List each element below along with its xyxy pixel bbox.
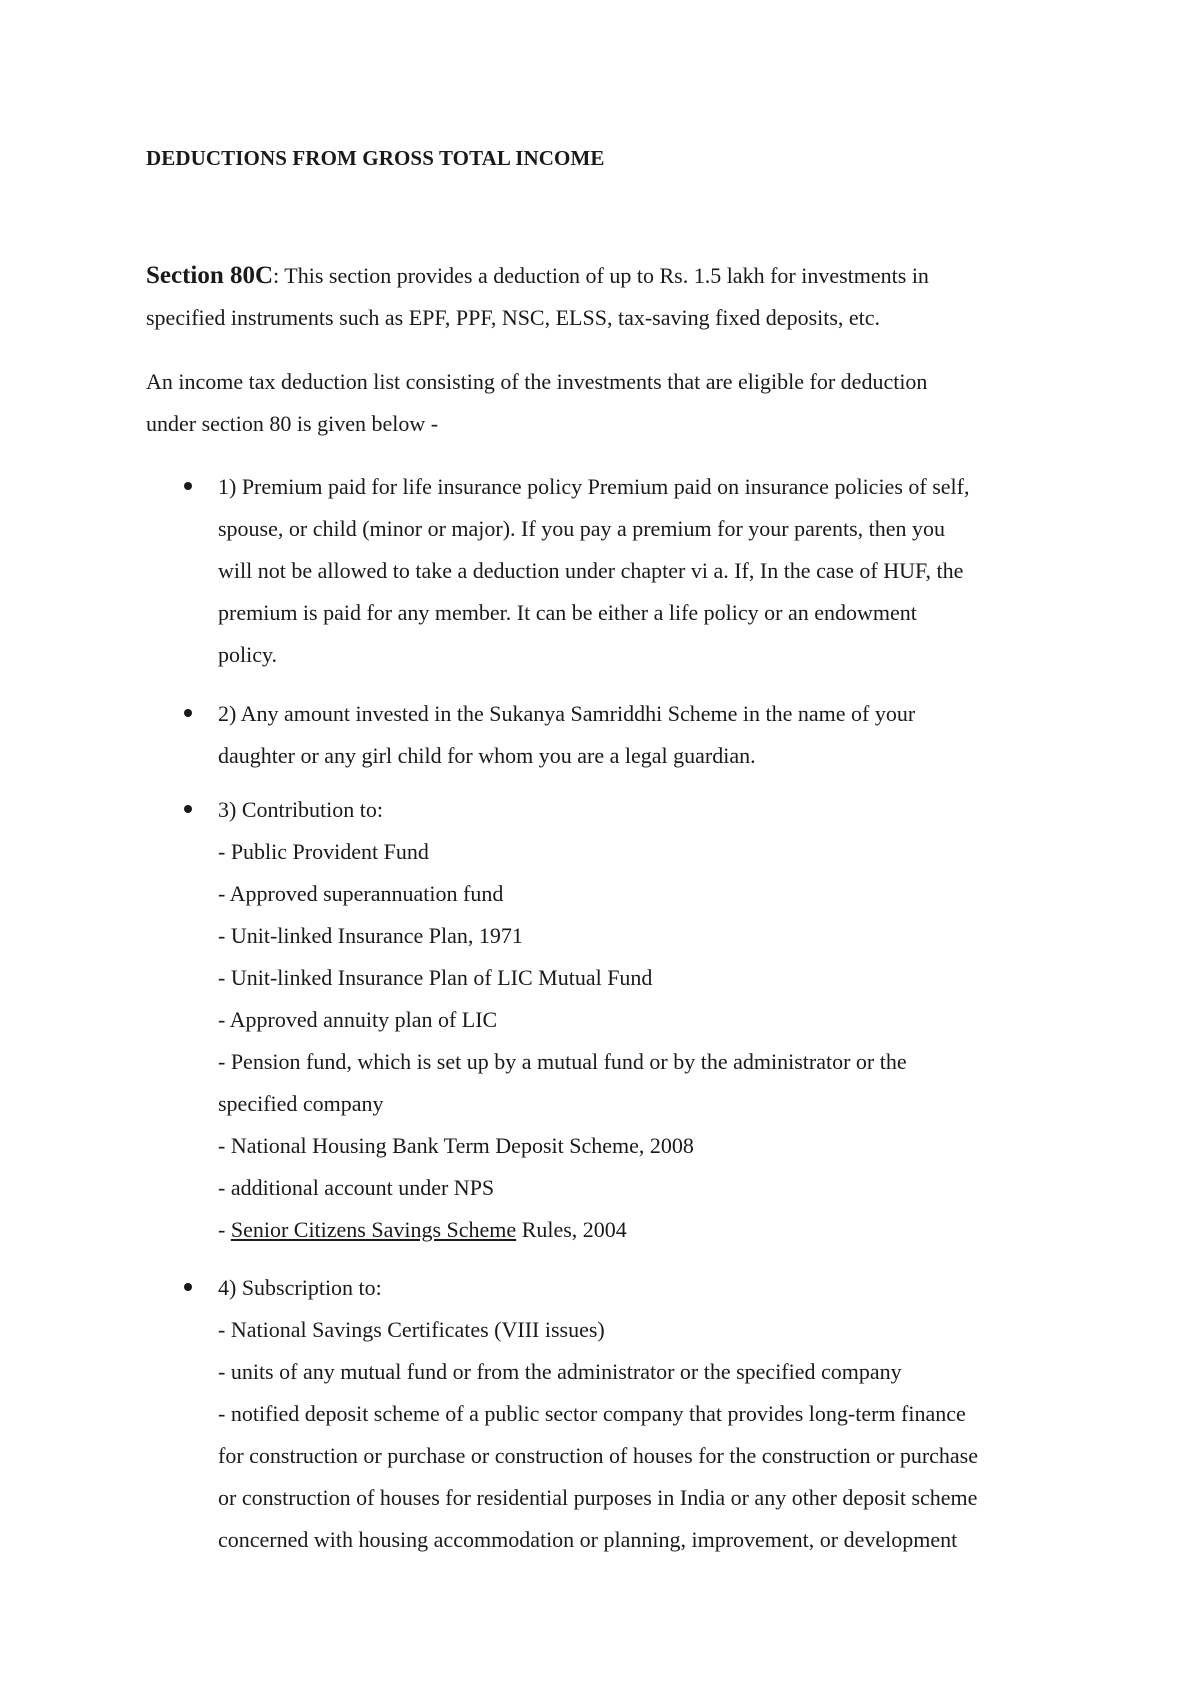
senior-citizens-savings-scheme-link[interactable]: Senior Citizens Savings Scheme: [230, 1217, 517, 1242]
bullet-line: daughter or any girl child for whom you are a legal guardian.: [218, 743, 756, 768]
bullet-dot-icon: [184, 1283, 192, 1291]
document-title: DEDUCTIONS FROM GROSS TOTAL INCOME: [146, 146, 605, 170]
bullet-line: - National Housing Bank Term Deposit Scheme, 2008: [218, 1133, 694, 1158]
bullet-line-with-link: [218, 1209, 1078, 1251]
bullet-line: or construction of houses for residential purposes in India or any other deposit scheme: [218, 1485, 978, 1510]
bullet-line: - units of any mutual fund or from the administrator or the specified company: [218, 1359, 902, 1384]
section-80c-colon: :: [273, 263, 280, 288]
bullet-line: specified company: [218, 1091, 384, 1116]
bullet-line: concerned with housing accommodation or planning, improvement, or development: [218, 1527, 958, 1552]
bullet-text: [218, 1267, 1078, 1561]
section-80c-label: Section 80C: [146, 262, 274, 289]
section-80c-text-1: This section provides a deduction of up to Rs. 1.5 lakh for investments in: [279, 263, 929, 288]
list-intro-line-1: An income tax deduction list consisting of the investments that are eligible for deduction: [146, 369, 928, 394]
bullet-line: - National Savings Certificates (VIII issues): [218, 1317, 605, 1342]
bullet-line: policy.: [218, 642, 278, 667]
bullet-line: 4) Subscription to:: [218, 1275, 382, 1300]
bullet-line-prefix: -: [218, 1217, 231, 1242]
bullet-dot-icon: [184, 709, 192, 717]
bullet-line: spouse, or child (minor or major). If you pay a premium for your parents, then you: [218, 516, 946, 541]
bullet-text: [218, 693, 1078, 777]
bullet-line: will not be allowed to take a deduction under chapter vi a. If, In the case of HUF, the: [218, 558, 964, 583]
bullet-line: 1) Premium paid for life insurance policy Premium paid on insurance policies of self,: [218, 474, 970, 499]
deduction-list-intro: [146, 361, 1051, 445]
bullet-line-suffix: Rules, 2004: [516, 1217, 627, 1242]
bullet-line: - Approved superannuation fund: [218, 881, 504, 906]
list-intro-line-2: under section 80 is given below -: [146, 411, 439, 436]
bullet-dot-icon: [184, 482, 192, 490]
bullet-line: for construction or purchase or construction of houses for the construction or purchase: [218, 1443, 978, 1468]
bullet-line: - additional account under NPS: [218, 1175, 495, 1200]
bullet-line: 2) Any amount invested in the Sukanya Samriddhi Scheme in the name of your: [218, 701, 916, 726]
bullet-line: premium is paid for any member. It can be either a life policy or an endowment: [218, 600, 917, 625]
bullet-line: - Unit-linked Insurance Plan, 1971: [218, 923, 523, 948]
bullet-dot-icon: [184, 805, 192, 813]
bullet-line: - Public Provident Fund: [218, 839, 429, 864]
bullet-line: - Pension fund, which is set up by a mutual fund or by the administrator or the: [218, 1049, 907, 1074]
section-80c-text-2: specified instruments such as EPF, PPF, NSC, ELSS, tax-saving fixed deposits, etc.: [146, 305, 881, 330]
section-80c-line-1: [146, 255, 1051, 297]
section-80c-paragraph: [146, 255, 1051, 339]
bullet-line: - Unit-linked Insurance Plan of LIC Mutual Fund: [218, 965, 653, 990]
bullet-line: - notified deposit scheme of a public sector company that provides long-term finance: [218, 1401, 966, 1426]
bullet-text: [218, 789, 1078, 1251]
bullet-line: 3) Contribution to:: [218, 797, 383, 822]
bullet-line: - Approved annuity plan of LIC: [218, 1007, 498, 1032]
bullet-text: [218, 466, 1078, 676]
